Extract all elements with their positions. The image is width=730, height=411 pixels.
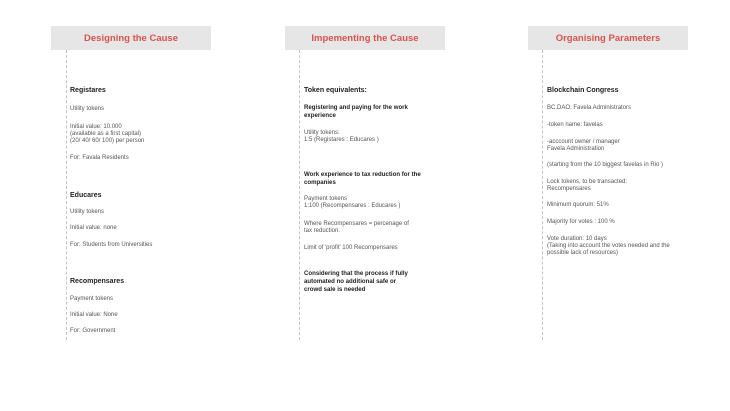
item <box>304 87 367 95</box>
item-text: Initial value: none <box>70 225 117 231</box>
column-divider <box>299 50 300 340</box>
item <box>70 209 104 216</box>
item-text: Payment tokens <box>70 296 114 302</box>
column-header <box>51 26 211 50</box>
item-text: Recompensares <box>70 278 125 285</box>
item-text: Initial value: None <box>70 312 118 318</box>
item-text: Work experience to tax reduction for the companies <box>304 171 421 186</box>
item-text: Utility tokens: 1:5 (Registares : Educares ) <box>304 130 379 144</box>
column-designing <box>51 26 211 50</box>
column-header-label: Designing the Cause <box>84 32 178 44</box>
item <box>304 104 408 120</box>
item-text: Educares <box>70 192 102 199</box>
item <box>70 87 106 95</box>
item-text: Considering that the process if fully automated no additional safe or crowd sale is needed <box>304 270 408 293</box>
item <box>70 312 118 319</box>
item-text: Utility tokens <box>70 106 105 112</box>
item <box>547 162 663 169</box>
item <box>70 296 113 303</box>
item <box>304 270 408 294</box>
item-text: -acccount owner / manager Favela Administration <box>547 139 620 153</box>
item-text: BC.DAO: Favela Administrators <box>547 105 632 111</box>
item <box>547 236 670 258</box>
item <box>304 196 400 210</box>
item-text: Initial value: 10.000 (available as a first capital) (20/ 40/ 60/ 100) per person <box>70 124 145 145</box>
item <box>70 192 102 200</box>
item <box>70 106 104 113</box>
item-text: Majority for votes : 100 % <box>547 219 615 225</box>
item-text: Limit of 'profit' 100 Recompensares <box>304 245 398 251</box>
item <box>547 179 627 193</box>
item <box>547 87 619 95</box>
item-text: For: Favala Residents <box>70 155 129 161</box>
item <box>547 219 615 226</box>
item <box>304 171 421 187</box>
item <box>547 139 620 153</box>
item <box>70 155 129 162</box>
item <box>70 225 117 232</box>
item-text: Vote duration: 10 days (Taking into account the votes needed and the possible lack of resources) <box>547 236 670 257</box>
item <box>304 221 409 235</box>
item <box>70 242 152 249</box>
item-text: Minimum quorum: 51% <box>547 202 609 208</box>
item-text: Where Recompensares = percenage of tax reduction. <box>304 221 409 235</box>
column-organising <box>528 26 688 50</box>
item-text: For: Students from Universities <box>70 242 153 248</box>
item-text: Utility tokens <box>70 209 105 215</box>
column-implementing <box>285 26 445 50</box>
item <box>70 278 124 286</box>
column-header <box>285 26 445 50</box>
item <box>547 122 603 129</box>
item <box>304 245 398 252</box>
column-header-label: Organising Parameters <box>555 32 661 44</box>
item <box>70 124 144 146</box>
item-text: Registering and paying for the work experience <box>304 104 408 119</box>
item-text: Lock tokens, to be transacted: Recompensares <box>547 179 628 193</box>
item <box>70 328 115 335</box>
item-text: -token name: favelas <box>547 122 603 128</box>
item-text: Payment tokens 1:100 (Recompensares : Educares ) <box>304 196 401 210</box>
item-text: Blockchain Congress <box>547 87 619 94</box>
column-header <box>528 26 688 50</box>
column-divider <box>66 50 67 340</box>
column-header-label: Impementing the Cause <box>311 32 419 44</box>
column-divider <box>542 50 543 340</box>
item-text: (starting from the 10 biggest favelas in Rio ) <box>547 162 664 168</box>
item-text: For: Government <box>70 328 116 334</box>
item <box>304 130 379 144</box>
item-text: Token equivalents: <box>304 87 367 94</box>
item <box>547 202 609 209</box>
item-text: Registares <box>70 87 106 94</box>
item <box>547 105 631 112</box>
